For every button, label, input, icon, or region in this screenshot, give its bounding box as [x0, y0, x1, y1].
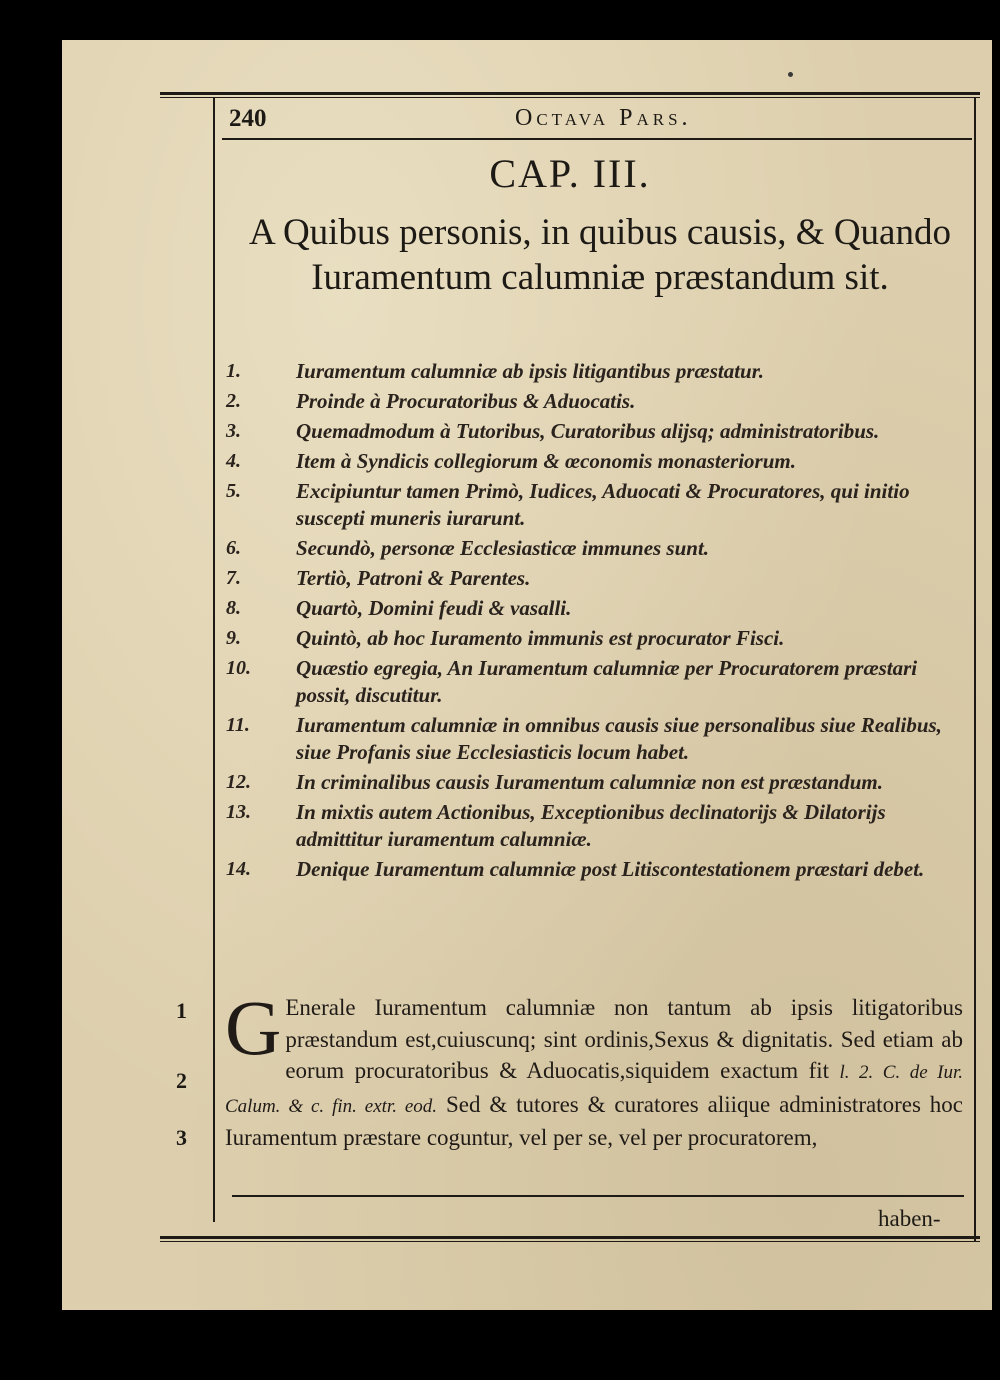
- left-border: [213, 97, 215, 1222]
- bottom-rule-outer: [160, 1236, 980, 1239]
- summary-number: 10.: [226, 657, 251, 679]
- summary-text: Secundò, personæ Ecclesiasticæ immunes sunt.: [296, 536, 710, 560]
- summary-text: Proinde à Procuratoribus & Aduocatis.: [296, 389, 636, 413]
- top-rule-inner: [160, 97, 980, 98]
- bottom-rule-inner: [232, 1195, 964, 1197]
- summary-item: [220, 358, 965, 385]
- header-rule: [222, 138, 972, 140]
- summary-text: In criminalibus causis Iuramentum calumniæ non est præstandum.: [296, 770, 884, 794]
- summary-number: 2.: [226, 390, 241, 412]
- summary-number: 4.: [226, 450, 241, 472]
- summary-text: Denique Iuramentum calumniæ post Litiscontestationem præstari debet.: [296, 857, 925, 881]
- chapter-summary: [220, 358, 965, 886]
- running-title: Octava Pars.: [515, 105, 692, 131]
- summary-number: 11.: [226, 714, 250, 736]
- summary-number: 5.: [226, 480, 241, 502]
- summary-number: 3.: [226, 420, 241, 442]
- summary-item: [220, 418, 965, 445]
- summary-number: 14.: [226, 858, 251, 880]
- summary-item: [220, 856, 965, 883]
- right-border: [974, 97, 976, 1242]
- summary-text: Quartò, Domini feudi & vasalli.: [296, 596, 572, 620]
- speck: [788, 72, 793, 77]
- page-number: 240: [229, 105, 267, 132]
- summary-item: [220, 388, 965, 415]
- summary-item: [220, 478, 965, 532]
- catchword: haben-: [878, 1206, 941, 1231]
- body-paragraph: [225, 984, 964, 1154]
- drop-cap: G: [225, 984, 282, 1071]
- page-header: [165, 103, 975, 137]
- summary-item: [220, 769, 965, 796]
- chapter-title: A Quibus personis, in quibus causis, & Quando Iuramentum calumniæ præstandum sit.: [249, 212, 951, 298]
- summary-item: [220, 625, 965, 652]
- summary-number: 1.: [226, 360, 241, 382]
- summary-number: 9.: [226, 627, 241, 649]
- summary-text: Tertiò, Patroni & Parentes.: [296, 566, 531, 590]
- summary-number: 6.: [226, 537, 241, 559]
- summary-number: 7.: [226, 567, 241, 589]
- summary-number: 13.: [226, 801, 251, 823]
- summary-item: [220, 565, 965, 592]
- summary-item: [220, 448, 965, 475]
- margin-number: 1: [176, 998, 187, 1023]
- summary-text: In mixtis autem Actionibus, Exceptionibus declinatorijs & Dilatorijs admittitur iuramentum calumniæ.: [296, 800, 886, 851]
- summary-item: [220, 655, 965, 709]
- body-text-1: Enerale Iuramentum calumniæ non tantum ab ipsis litigatoribus præstandum est,cuiuscunq; sint ordinis,Sexus & dignitatis. Sed etiam ab eorum procuratoribus & Aduocatis,siquidem exactum fit: [285, 995, 963, 1083]
- top-rule-outer: [160, 92, 980, 95]
- margin-number: 3: [176, 1125, 187, 1150]
- margin-number: 2: [176, 1068, 187, 1093]
- summary-text: Iuramentum calumniæ in omnibus causis siue personalibus siue Realibus, siue Profanis siue Ecclesiasticis locum habet.: [296, 713, 942, 764]
- summary-text: Iuramentum calumniæ ab ipsis litigantibus præstatur.: [296, 359, 764, 383]
- summary-text: Item à Syndicis collegiorum & œconomis monasteriorum.: [296, 449, 796, 473]
- body-text-2: Sed & tutores & curatores aliique administratores hoc Iuramentum præstare coguntur, vel per se, vel per procuratorem,: [225, 1091, 964, 1150]
- summary-number: 12.: [226, 771, 251, 793]
- chapter-number: CAP. III.: [489, 151, 651, 196]
- summary-item: [220, 595, 965, 622]
- summary-text: Excipiuntur tamen Primò, Iudices, Aduocati & Procuratores, qui initio suscepti muneris iurarunt.: [296, 479, 910, 530]
- citation: l. 2. C. de Iur. Calum. & c. fin. extr. eod.: [225, 1062, 964, 1117]
- summary-item: [220, 535, 965, 562]
- summary-item: [220, 712, 965, 766]
- bottom-rule-outer-2: [160, 1241, 980, 1242]
- summary-number: 8.: [226, 597, 241, 619]
- summary-text: Quæstio egregia, An Iuramentum calumniæ per Procuratorem præstari possit, discutitur.: [296, 656, 918, 707]
- summary-item: [220, 799, 965, 853]
- summary-text: Quintò, ab hoc Iuramento immunis est procurator Fisci.: [296, 626, 785, 650]
- summary-text: Quemadmodum à Tutoribus, Curatoribus alijsq; administratoribus.: [296, 419, 880, 443]
